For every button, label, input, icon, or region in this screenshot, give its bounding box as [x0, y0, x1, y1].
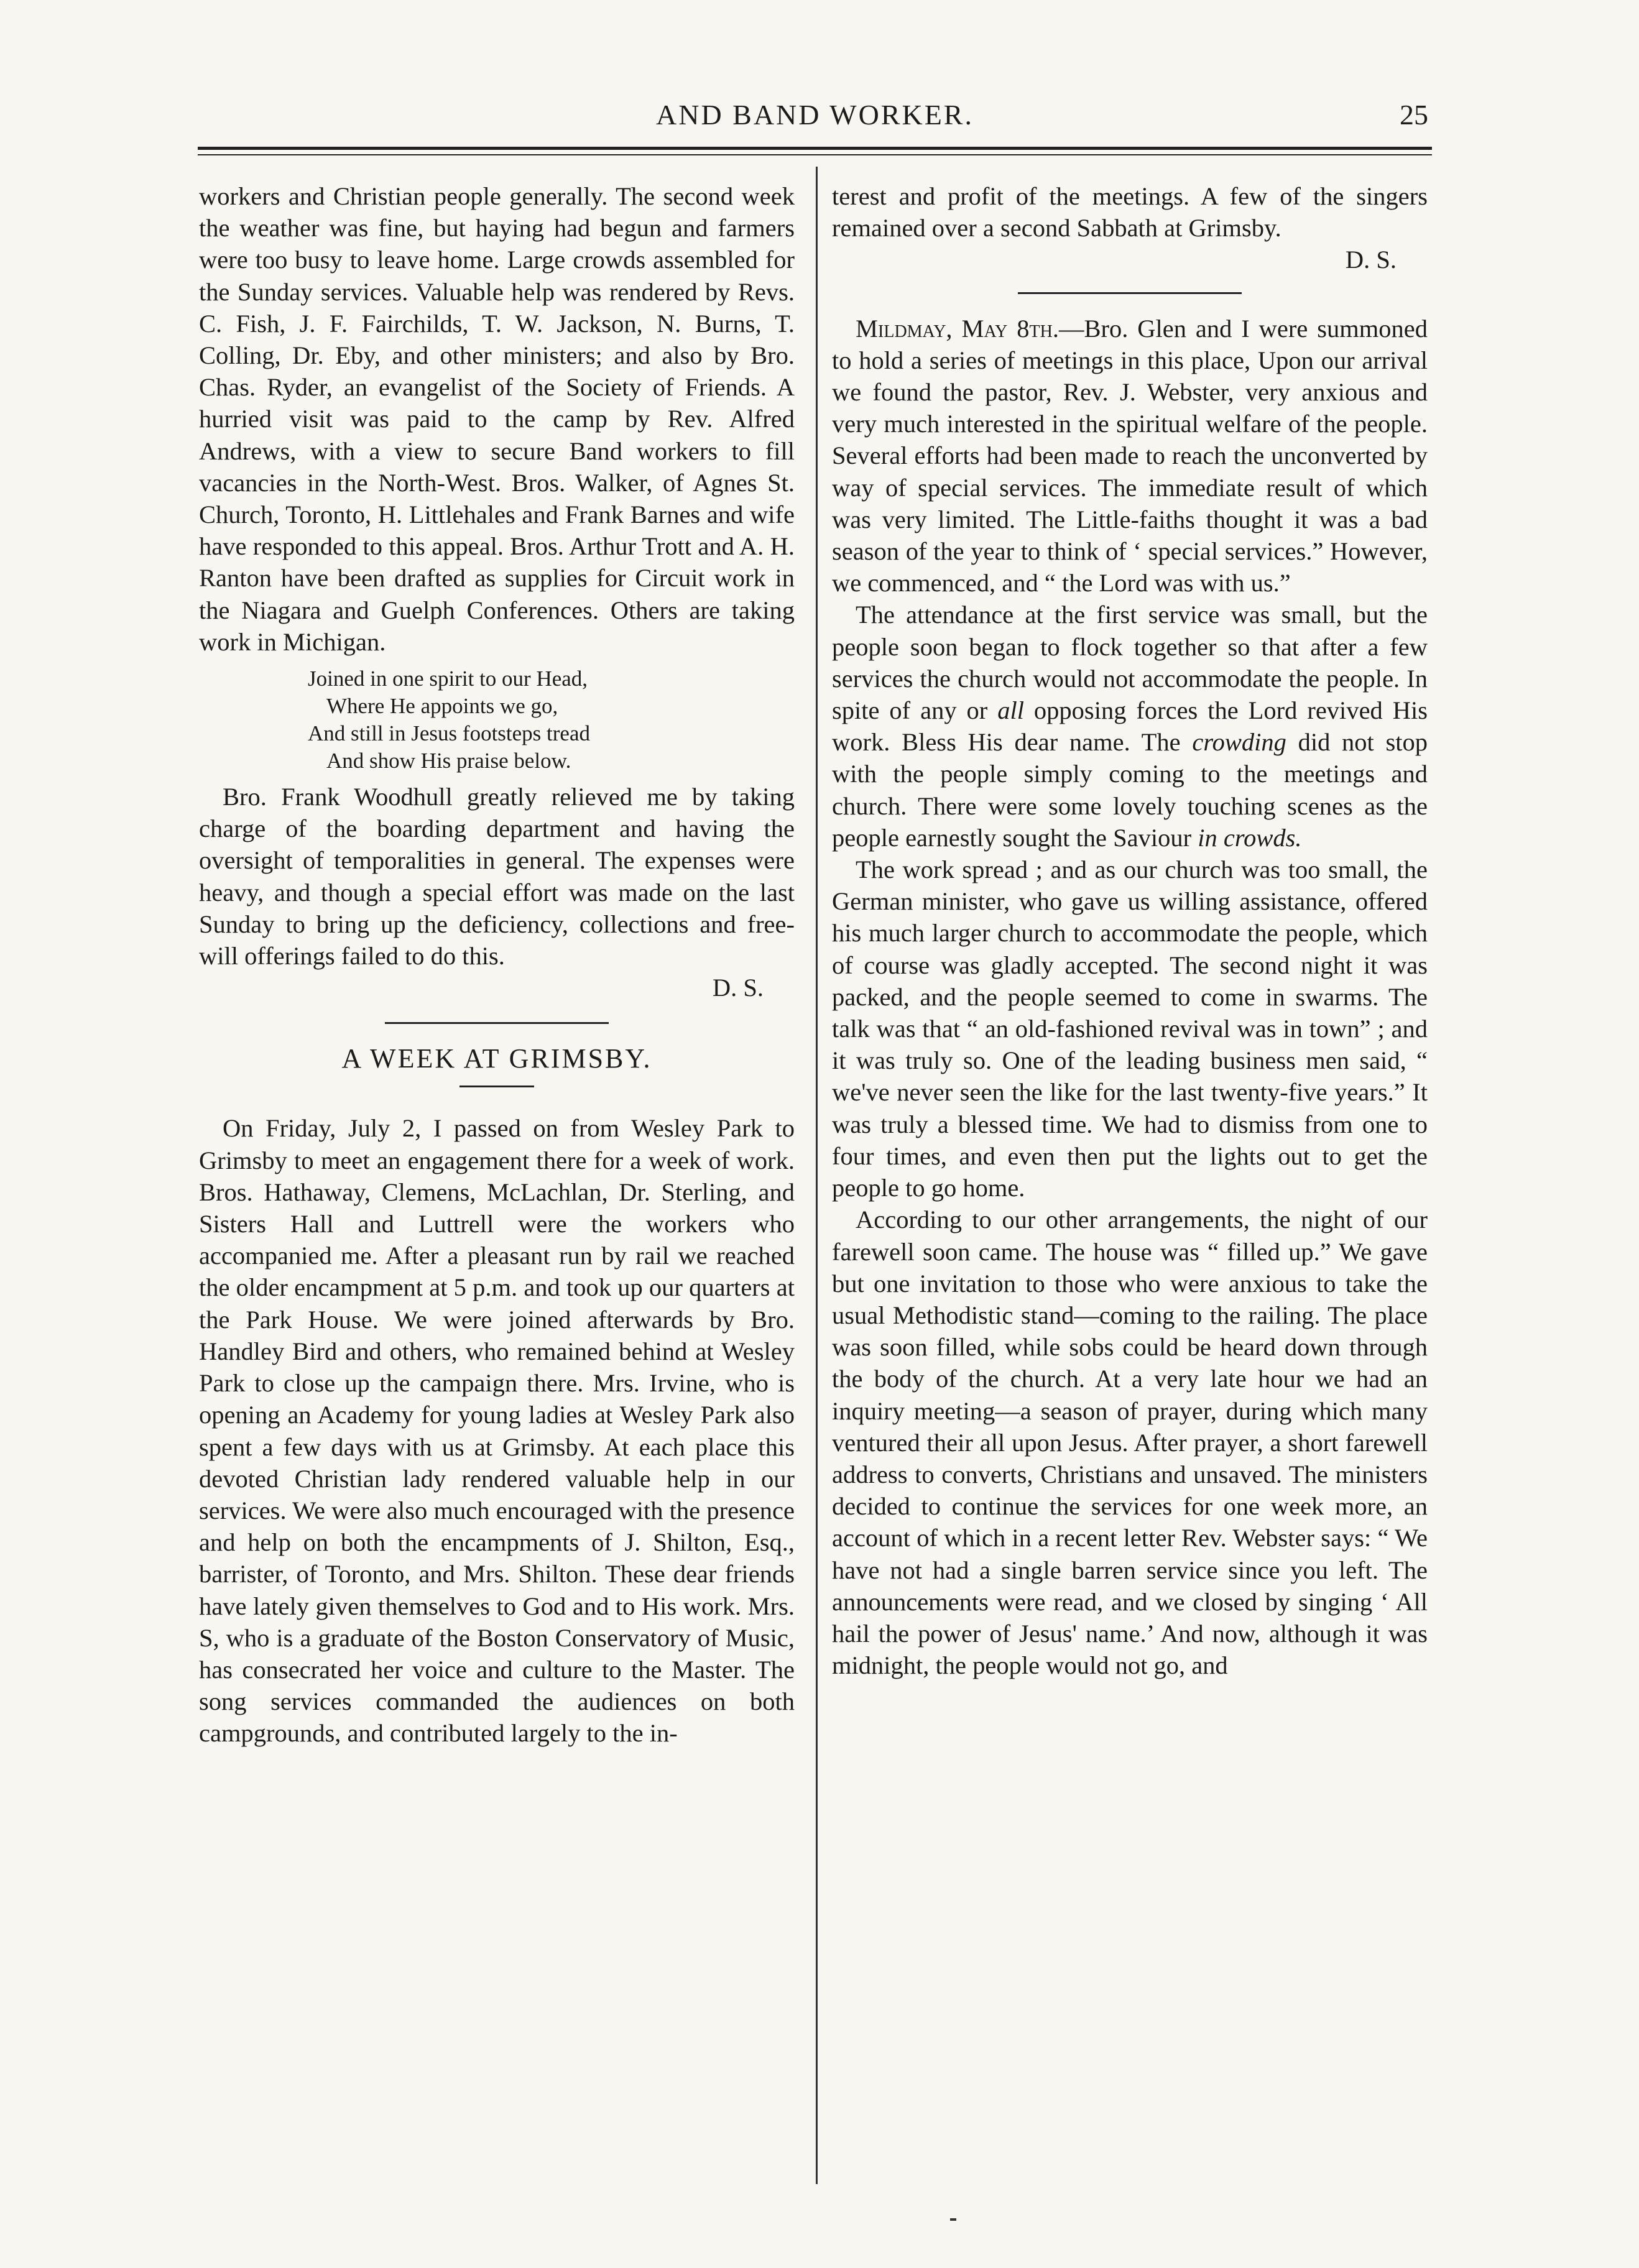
para3-italic-crowding: crowding: [1192, 728, 1286, 757]
hymn-line-1: Joined in one spirit to our Head,: [308, 666, 588, 691]
hymn-line-2: Where He appoints we go,: [326, 694, 558, 719]
left-paragraph-1: workers and Christian people generally. The second week the weather was fine, but haying had begun and farmers were too busy to leave home. Large crowds assembled for the Sunday services. Valuable help was rendered by Revs. C. Fish, J. F. Fairchilds, T. W. Jackson, N. Burns, T. Colling, Dr. Eby, and other ministers; and also by Bro. Chas. Ryder, an evangelist of the Society of Friends. A hurried visit was paid to the camp by Rev. Alfred Andrews, with a view to secure Band workers to fill vacancies in the North-West. Bros. Walker, of Agnes St. Church, Toronto, H. Littlehales and Frank Barnes and wife have responded to this appeal. Bros. Arthur Trott and A. H. Ranton have been drafted as supplies for Circuit work in the Niagara and Guelph Conferences. Others are taking work in Michigan.: [199, 182, 795, 656]
para3-italic-in-crowds: in crowds.: [1198, 823, 1302, 852]
para3-text-a: The attendance at the first service was small, but the people soon began to flock together so that after a few services the church would not accommodate the people. In spite of any or: [832, 601, 1428, 725]
para3-text-c: did not stop with the people simply coming to the meetings and church. There were some lovely touching scenes as the people earnestly sought the Saviour: [832, 728, 1428, 852]
right-paragraph-3: [832, 599, 1428, 854]
bottom-mark: [950, 2218, 956, 2221]
page-header: [198, 93, 1432, 138]
title-underline: [459, 1086, 534, 1087]
para3-text-b: opposing forces the Lord revived His work. Bless His dear name. The: [832, 696, 1428, 757]
hymn-line-4: And show His praise below.: [326, 749, 571, 773]
section-title: A WEEK AT GRIMSBY.: [341, 1043, 652, 1074]
mildmay-text: —Bro. Glen and I were summoned to hold a series of meetings in this place, Upon our arrival we found the pastor, Rev. J. Webster, very anxious and very much interested in the spiritual welfare of the people. Several efforts had been made to reach the unconverted by way of special services. The immediate result of which was very limited. The Little-faiths thought it was a bad season of the year to think of ‘ special services.” However, we commenced, and “ the Lord was with us.”: [832, 314, 1428, 597]
header-rule: [198, 147, 1432, 150]
left-paragraph-2: Bro. Frank Woodhull greatly relieved me by taking charge of the boarding department and having the oversight of temporalities in general. The expenses were heavy, and though a special effort was made on the last Sunday to bring up the deficiency, collections and free-will offerings failed to do this.: [199, 783, 795, 970]
right-column: [832, 180, 1428, 1681]
running-title: AND BAND WORKER.: [656, 99, 974, 131]
header-rule-thin: [198, 154, 1432, 155]
mildmay-heading: Mildmay, May 8th.: [856, 314, 1059, 343]
hymn-verse: [199, 665, 795, 775]
left-column: [199, 180, 795, 1749]
signature-ds-1: D. S.: [712, 974, 764, 1002]
column-divider: [816, 167, 818, 2184]
left-paragraph-3: On Friday, July 2, I passed on from Wesley Park to Grimsby to meet an engagement there for a week of work. Bros. Hathaway, Clemens, McLachlan, Dr. Sterling, and Sisters Hall and Luttrell were the workers who accompanied me. After a pleasant run by rail we reached the older encampment at 5 p.m. and took up our quarters at the Park House. We were joined afterwards by Bro. Handley Bird and others, who remained behind at Wesley Park to close up the campaign there. Mrs. Irvine, who is opening an Academy for young ladies at Wesley Park also spent a few days with us at Grimsby. At each place this devoted Christian lady rendered valuable help in our services. We were also much encouraged with the presence and help on both the encampments of J. Shilton, Esq., barrister, of Toronto, and Mrs. Shilton. These dear friends have lately given themselves to God and to His work. Mrs. S, who is a graduate of the Boston Conservatory of Music, has consecrated her voice and culture to the Master. The song services commanded the audiences on both campgrounds, and contributed largely to the in-: [199, 1114, 795, 1748]
para3-italic-all: all: [997, 696, 1024, 725]
page-number: 25: [1400, 99, 1428, 131]
section-divider: [385, 1022, 609, 1024]
article-divider: [1018, 292, 1242, 294]
hymn-line-3: And still in Jesus footsteps tread: [308, 721, 590, 746]
signature-ds-2: D. S.: [1345, 246, 1397, 274]
right-paragraph-1: terest and profit of the meetings. A few of the singers remained over a second Sabbath at Grimsby.: [832, 182, 1428, 242]
right-paragraph-4: The work spread ; and as our church was too small, the German minister, who gave us willing assistance, offered his much larger church to accommodate the people, which of course was gladly accepted. The second night it was packed, and the people seemed to come in swarms. The talk was that “ an old-fashioned revival was in town” ; and it was truly so. One of the leading business men said, “ we've never seen the like for the last twenty-five years.” It was truly a blessed time. We had to dismiss from one to four times, and even then put the lights out to get the people to go home.: [832, 855, 1428, 1202]
right-paragraph-5: According to our other arrangements, the night of our farewell soon came. The house was “ filled up.” We gave but one invitation to those who were anxious to take the usual Methodistic stand—coming to the railing. The place was soon filled, while sobs could be heard down through the body of the church. At a very late hour we had an inquiry meeting—a season of prayer, during which many ventured their all upon Jesus. After prayer, a short farewell address to converts, Christians and unsaved. The ministers decided to continue the services for one week more, an account of which in a recent letter Rev. Webster says: “ We have not had a single barren service since you left. The announcements were read, and we closed by singing ‘ All hail the power of Jesus' name.’ And now, although it was midnight, the people would not go, and: [832, 1205, 1428, 1680]
right-paragraph-2: [832, 313, 1428, 599]
